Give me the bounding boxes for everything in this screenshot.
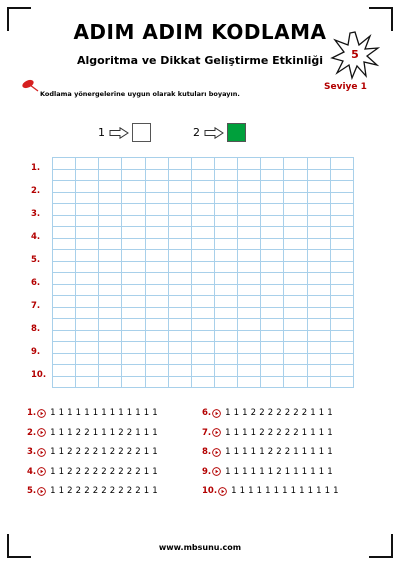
legend-number: 1 — [98, 126, 105, 139]
grid-row — [53, 273, 354, 296]
grid-cell[interactable] — [261, 365, 284, 388]
grid-cell[interactable] — [284, 227, 307, 250]
grid-cell[interactable] — [214, 204, 237, 227]
activity-number: 5 — [351, 48, 359, 61]
grid-cell[interactable] — [99, 342, 122, 365]
code-line — [202, 426, 333, 440]
grid-cell[interactable] — [261, 204, 284, 227]
level-label: Seviye 1 — [324, 82, 367, 92]
grid-row — [53, 181, 354, 204]
grid-cell[interactable] — [145, 158, 168, 181]
grid-cell[interactable] — [168, 342, 191, 365]
grid-cell[interactable] — [76, 181, 99, 204]
grid-cell[interactable] — [214, 365, 237, 388]
grid-cell[interactable] — [99, 204, 122, 227]
grid-row-label: 9. — [31, 346, 41, 357]
grid-cell[interactable] — [284, 158, 307, 181]
grid-cell[interactable] — [145, 250, 168, 273]
legend-item-2 — [193, 123, 246, 142]
grid-cell[interactable] — [99, 181, 122, 204]
pin-icon — [21, 79, 39, 93]
grid-cell[interactable] — [214, 296, 237, 319]
grid-cell[interactable] — [168, 204, 191, 227]
play-circle-icon — [212, 467, 221, 476]
grid-cell[interactable] — [53, 296, 76, 319]
grid-cell[interactable] — [214, 227, 237, 250]
grid-row-label: 8. — [31, 323, 41, 334]
grid-row-label: 2. — [31, 185, 41, 196]
grid-cell[interactable] — [238, 296, 261, 319]
grid-cell[interactable] — [76, 342, 99, 365]
grid-cell[interactable] — [238, 319, 261, 342]
grid-cell[interactable] — [330, 342, 353, 365]
grid-cell[interactable] — [53, 319, 76, 342]
arrow-right-icon — [109, 127, 129, 139]
grid-cell[interactable] — [145, 365, 168, 388]
play-circle-icon — [37, 409, 46, 418]
grid-cell[interactable] — [214, 158, 237, 181]
grid-cell[interactable] — [261, 158, 284, 181]
grid-cell[interactable] — [76, 365, 99, 388]
grid-cell[interactable] — [261, 296, 284, 319]
grid-cell[interactable] — [99, 158, 122, 181]
grid-cell[interactable] — [76, 296, 99, 319]
grid-cell[interactable] — [145, 273, 168, 296]
grid-cell[interactable] — [330, 227, 353, 250]
code-sequence: 1 1 1 1 1 1 1 1 1 1 1 1 1 — [50, 408, 158, 418]
grid-cell[interactable] — [307, 158, 330, 181]
coloring-grid — [52, 157, 354, 388]
grid-cell[interactable] — [168, 158, 191, 181]
grid-cell[interactable] — [238, 181, 261, 204]
grid-row-label: 6. — [31, 277, 41, 288]
code-line-number: 4. — [27, 466, 37, 477]
grid-cell[interactable] — [261, 319, 284, 342]
grid-cell[interactable] — [168, 319, 191, 342]
grid-cell[interactable] — [284, 204, 307, 227]
grid-cell[interactable] — [284, 181, 307, 204]
grid-row-label: 3. — [31, 208, 41, 219]
grid-cell[interactable] — [238, 250, 261, 273]
grid-cell[interactable] — [76, 158, 99, 181]
grid-row-label: 1. — [31, 162, 41, 173]
play-circle-icon — [212, 448, 221, 457]
grid-row-label: 7. — [31, 300, 41, 311]
code-line-number: 10. — [202, 486, 218, 496]
code-sequence: 1 1 1 1 1 1 1 1 1 1 1 1 1 — [231, 486, 339, 496]
grid-cell[interactable] — [261, 181, 284, 204]
grid-cell[interactable] — [191, 342, 214, 365]
grid-cell[interactable] — [168, 296, 191, 319]
grid-cell[interactable] — [307, 204, 330, 227]
grid-cell[interactable] — [53, 273, 76, 296]
grid-cell[interactable] — [122, 342, 145, 365]
grid-cell[interactable] — [99, 273, 122, 296]
code-line-number: 2. — [27, 427, 37, 438]
grid-cell[interactable] — [168, 227, 191, 250]
instruction-text: Kodlama yönergelerine uygun olarak kutuları boyayın. — [40, 90, 240, 98]
grid-cell[interactable] — [99, 319, 122, 342]
code-line — [202, 445, 333, 459]
grid-row-label: 10. — [31, 369, 47, 380]
grid-cell[interactable] — [76, 273, 99, 296]
grid-cell[interactable] — [53, 181, 76, 204]
code-line — [27, 465, 158, 479]
arrow-right-icon — [204, 127, 224, 139]
grid-cell[interactable] — [284, 342, 307, 365]
grid-cell[interactable] — [330, 273, 353, 296]
code-line-number: 6. — [202, 408, 212, 418]
grid-cell[interactable] — [307, 250, 330, 273]
grid-cell[interactable] — [261, 342, 284, 365]
grid-row — [53, 204, 354, 227]
grid-cell[interactable] — [284, 296, 307, 319]
grid-cell[interactable] — [122, 365, 145, 388]
play-circle-icon — [212, 428, 221, 437]
grid-cell[interactable] — [168, 181, 191, 204]
grid-row — [53, 319, 354, 342]
page-title: ADIM ADIM KODLAMA — [73, 20, 327, 44]
grid-cell[interactable] — [53, 342, 76, 365]
grid-cell[interactable] — [145, 227, 168, 250]
grid-cell[interactable] — [122, 227, 145, 250]
grid-cell[interactable] — [330, 296, 353, 319]
code-line — [27, 484, 158, 498]
grid-cell[interactable] — [76, 204, 99, 227]
legend-item-1 — [98, 123, 151, 142]
grid-cell[interactable] — [330, 365, 353, 388]
grid-cell[interactable] — [53, 365, 76, 388]
grid-cell[interactable] — [191, 250, 214, 273]
code-sequence: 1 1 1 1 2 2 2 2 2 1 1 1 1 — [225, 427, 333, 438]
grid-cell[interactable] — [122, 158, 145, 181]
grid-cell[interactable] — [238, 342, 261, 365]
code-line-number: 3. — [27, 447, 37, 457]
grid-cell[interactable] — [122, 319, 145, 342]
grid-cell[interactable] — [191, 158, 214, 181]
grid-cell[interactable] — [330, 158, 353, 181]
grid-cell[interactable] — [191, 204, 214, 227]
code-sequence: 1 1 1 1 1 1 2 1 1 1 1 1 1 — [225, 466, 333, 477]
grid-row — [53, 250, 354, 273]
play-circle-icon — [218, 487, 227, 496]
legend-color-green — [227, 123, 246, 142]
code-sequence: 1 1 1 1 1 2 2 2 1 1 1 1 1 — [225, 447, 333, 457]
code-line-number: 5. — [27, 486, 37, 496]
grid-cell[interactable] — [76, 227, 99, 250]
grid-row-label: 5. — [31, 254, 41, 265]
grid-cell[interactable] — [99, 296, 122, 319]
code-line — [202, 484, 339, 498]
grid-cell[interactable] — [284, 273, 307, 296]
grid-cell[interactable] — [214, 342, 237, 365]
grid-cell[interactable] — [145, 181, 168, 204]
grid-cell[interactable] — [168, 365, 191, 388]
grid-cell[interactable] — [76, 319, 99, 342]
code-line — [27, 406, 158, 420]
grid-cell[interactable] — [53, 158, 76, 181]
grid-cell[interactable] — [214, 181, 237, 204]
grid-cell[interactable] — [261, 273, 284, 296]
code-line — [202, 406, 333, 420]
legend-number: 2 — [193, 126, 200, 139]
grid-cell[interactable] — [214, 273, 237, 296]
grid-cell[interactable] — [238, 273, 261, 296]
grid-cell[interactable] — [99, 250, 122, 273]
code-line — [27, 426, 158, 440]
grid-cell[interactable] — [214, 250, 237, 273]
grid-cell[interactable] — [307, 227, 330, 250]
grid-cell[interactable] — [99, 365, 122, 388]
grid-cell[interactable] — [53, 204, 76, 227]
grid-row — [53, 158, 354, 181]
grid-cell[interactable] — [145, 319, 168, 342]
code-sequence: 1 1 2 2 2 2 1 2 2 2 2 1 1 — [50, 447, 158, 457]
grid-cell[interactable] — [238, 158, 261, 181]
grid-cell[interactable] — [191, 365, 214, 388]
code-sequence: 1 1 1 2 2 1 1 1 2 2 1 1 1 — [50, 427, 158, 438]
legend-color-white — [132, 123, 151, 142]
play-circle-icon — [37, 487, 46, 496]
code-sequence: 1 1 2 2 2 2 2 2 2 2 2 1 1 — [50, 466, 158, 477]
grid-cell[interactable] — [122, 296, 145, 319]
code-line-number: 9. — [202, 466, 212, 477]
page-subtitle: Algoritma ve Dikkat Geliştirme Etkinliği — [76, 54, 324, 67]
footer-website: www.mbsunu.com — [158, 543, 242, 552]
grid-cell[interactable] — [261, 250, 284, 273]
grid-cell[interactable] — [238, 204, 261, 227]
grid-row — [53, 365, 354, 388]
grid-cell[interactable] — [168, 250, 191, 273]
grid-cell[interactable] — [238, 365, 261, 388]
grid-cell[interactable] — [330, 204, 353, 227]
grid-cell[interactable] — [330, 319, 353, 342]
play-circle-icon — [37, 428, 46, 437]
code-sequence: 1 1 1 2 2 2 2 2 2 2 1 1 1 — [225, 408, 333, 418]
grid-cell[interactable] — [122, 250, 145, 273]
grid-cell[interactable] — [191, 319, 214, 342]
code-line-number: 7. — [202, 427, 212, 438]
grid-cell[interactable] — [191, 296, 214, 319]
grid-cell[interactable] — [330, 181, 353, 204]
grid-cell[interactable] — [145, 204, 168, 227]
grid-cell[interactable] — [330, 250, 353, 273]
grid-cell[interactable] — [307, 365, 330, 388]
grid-row — [53, 296, 354, 319]
play-circle-icon — [37, 448, 46, 457]
grid-row — [53, 227, 354, 250]
code-line-number: 8. — [202, 447, 212, 457]
grid-cell[interactable] — [284, 250, 307, 273]
grid-cell[interactable] — [307, 181, 330, 204]
grid-cell[interactable] — [191, 227, 214, 250]
grid-cell[interactable] — [191, 273, 214, 296]
grid-cell[interactable] — [76, 250, 99, 273]
grid-cell[interactable] — [168, 273, 191, 296]
grid-cell[interactable] — [122, 204, 145, 227]
grid-cell[interactable] — [284, 365, 307, 388]
play-circle-icon — [212, 409, 221, 418]
grid-cell[interactable] — [307, 296, 330, 319]
code-line-number: 1. — [27, 408, 37, 418]
play-circle-icon — [37, 467, 46, 476]
code-sequence: 1 1 2 2 2 2 2 2 2 2 2 1 1 — [50, 486, 158, 496]
grid-cell[interactable] — [284, 319, 307, 342]
grid-cell[interactable] — [122, 273, 145, 296]
grid-cell[interactable] — [307, 319, 330, 342]
grid-cell[interactable] — [261, 227, 284, 250]
grid-cell[interactable] — [145, 296, 168, 319]
grid-cell[interactable] — [53, 227, 76, 250]
grid-cell[interactable] — [99, 227, 122, 250]
grid-cell[interactable] — [122, 181, 145, 204]
grid-cell[interactable] — [191, 181, 214, 204]
code-line — [202, 465, 333, 479]
grid-cell[interactable] — [145, 342, 168, 365]
grid-cell[interactable] — [307, 342, 330, 365]
grid-cell[interactable] — [238, 227, 261, 250]
grid-row-label: 4. — [31, 231, 41, 242]
grid-cell[interactable] — [214, 319, 237, 342]
grid-cell[interactable] — [53, 250, 76, 273]
code-line — [27, 445, 158, 459]
grid-cell[interactable] — [307, 273, 330, 296]
grid-row — [53, 342, 354, 365]
